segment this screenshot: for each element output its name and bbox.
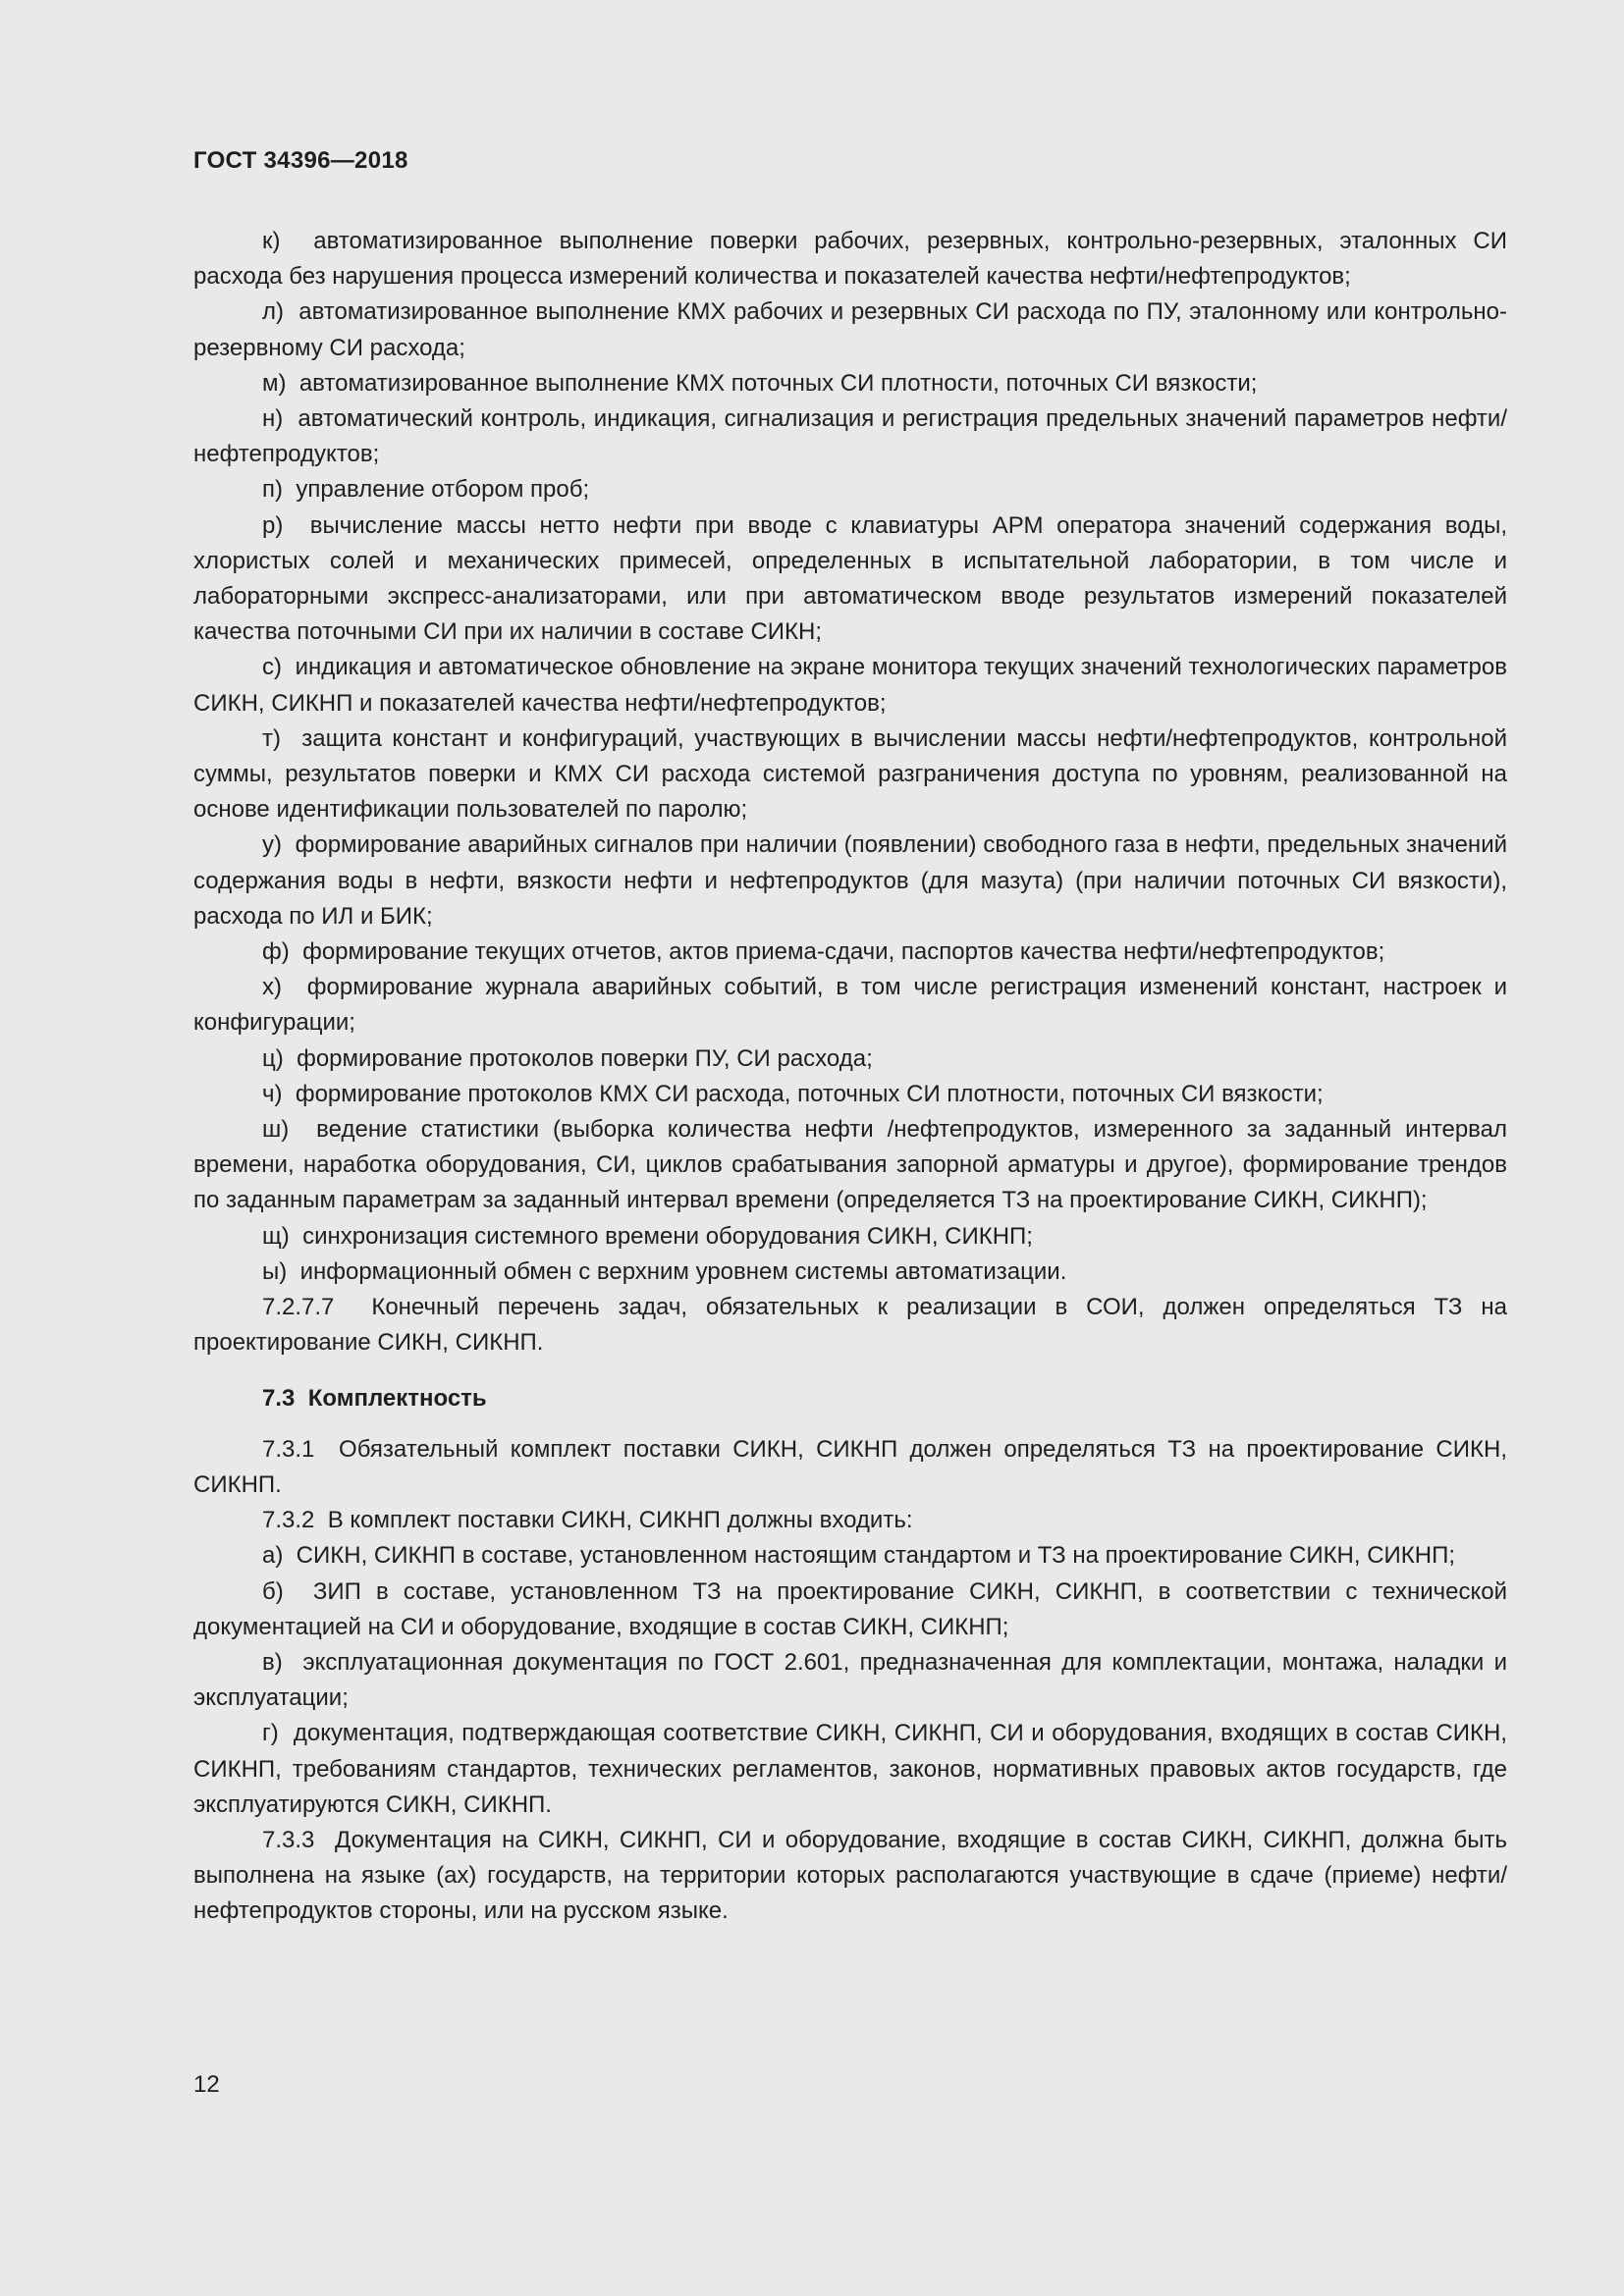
list-item-ch: ч) формирование протоколов КМХ СИ расхода, поточных СИ плотности, поточных СИ вязкости; xyxy=(262,1080,1324,1107)
list-item-y: ы) информационный обмен с верхним уровнем системы автоматизации. xyxy=(262,1257,1067,1285)
list-item-s: с) индикация и автоматическое обновление на экране монитора текущих значений технологических параметров СИКН, СИКНП и показателей качества нефти/нефтепродуктов; xyxy=(193,654,1507,717)
list-item-k: к) автоматизированное выполнение поверки рабочих, резервных, контрольно-резервных, эталонных СИ расхода без нарушения процесса измерений количества и показателей качества нефти/нефтепродуктов; xyxy=(193,228,1507,291)
clause-7-3-1: 7.3.1 Обязательный комплект поставки СИКН, СИКНП должен определяться ТЗ на проектирование СИКН, СИКНП. xyxy=(193,1435,1507,1498)
list-item-f: ф) формирование текущих отчетов, актов приема-сдачи, паспортов качества нефти/нефтепродуктов; xyxy=(262,938,1385,966)
list-item-r: р) вычисление массы нетто нефти при вводе с клавиатуры АРМ оператора значений содержания воды, хлористых солей и механических примесей, определенных в испытательной лаборатории, в том числе и лабораторными экспресс-анализаторами, или при автоматическом вводе результатов измерений показателей качества поточными СИ при их наличии в составе СИКН; xyxy=(193,511,1507,646)
clause-7-3-3: 7.3.3 Документация на СИКН, СИКНП, СИ и оборудование, входящие в состав СИКН, СИКНП, должна быть выполнена на языке (ах) государств, на территории которых располагаются участвующие в сдаче (приеме) нефти/нефтепродуктов стороны, или на русском языке. xyxy=(193,1826,1507,1925)
list-item-l: л) автоматизированное выполнение КМХ рабочих и резервных СИ расхода по ПУ, эталонному или контрольно-резервному СИ расхода; xyxy=(193,298,1507,361)
list-item-shch: щ) синхронизация системного времени оборудования СИКН, СИКНП; xyxy=(262,1222,1033,1250)
list-item-sh: ш) ведение статистики (выборка количества нефти /нефтепродуктов, измеренного за заданный интервал времени, наработка оборудования, СИ, циклов срабатывания запорной арматуры и другое), формирование трендов по заданным параметрам за заданный интервал времени (определяется ТЗ на проектирование СИКН, СИКНП); xyxy=(193,1116,1507,1214)
list-item-n: н) автоматический контроль, индикация, сигнализация и регистрация предельных значений параметров нефти/нефтепродуктов; xyxy=(193,405,1507,468)
list-item-b: б) ЗИП в составе, установленном ТЗ на проектирование СИКН, СИКНП, в соответствии с технической документацией на СИ и оборудование, входящие в состав СИКН, СИКНП; xyxy=(193,1577,1507,1640)
document-code-header: ГОСТ 34396—2018 xyxy=(193,147,408,174)
list-item-g: г) документация, подтверждающая соответствие СИКН, СИКНП, СИ и оборудования, входящих в состав СИКН, СИКНП, требованиям стандартов, технических регламентов, законов, нормативных правовых актов государств, где эксплуатируются СИКН, СИКНП. xyxy=(193,1720,1507,1818)
list-item-ts: ц) формирование протоколов поверки ПУ, СИ расхода; xyxy=(262,1044,873,1072)
list-item-u: у) формирование аварийных сигналов при наличии (появлении) свободного газа в нефти, предельных значений содержания воды в нефти, вязкости нефти и нефтепродуктов (для мазута) (при наличии поточных СИ вязкости), расхода по ИЛ и БИК; xyxy=(193,831,1507,930)
list-item-t: т) защита констант и конфигураций, участвующих в вычислении массы нефти/нефтепродуктов, контрольной суммы, результатов поверки и КМХ СИ расхода системой разграничения доступа по уровням, реализованной на основе идентификации пользователей по паролю; xyxy=(193,724,1507,824)
list-item-m: м) автоматизированное выполнение КМХ поточных СИ плотности, поточных СИ вязкости; xyxy=(262,369,1258,397)
document-body xyxy=(193,224,1507,1930)
list-item-v: в) эксплуатационная документация по ГОСТ 2.601, предназначенная для комплектации, монтажа, наладки и эксплуатации; xyxy=(193,1648,1507,1712)
clause-7-3-2: 7.3.2 В комплект поставки СИКН, СИКНП должны входить: xyxy=(262,1507,913,1534)
list-item-kh: х) формирование журнала аварийных событий, в том числе регистрация изменений констант, настроек и конфигурации; xyxy=(193,974,1507,1037)
list-item-p: п) управление отбором проб; xyxy=(262,476,590,504)
page-number: 12 xyxy=(193,2071,220,2098)
section-heading-7-3: 7.3 Комплектность xyxy=(262,1384,487,1412)
clause-7-2-7-7: 7.2.7.7 Конечный перечень задач, обязательных к реализации в СОИ, должен определяться ТЗ на проектирование СИКН, СИКНП. xyxy=(193,1294,1507,1357)
list-item-a: а) СИКН, СИКНП в составе, установленном настоящим стандартом и ТЗ на проектирование СИКН, СИКНП; xyxy=(262,1542,1456,1570)
